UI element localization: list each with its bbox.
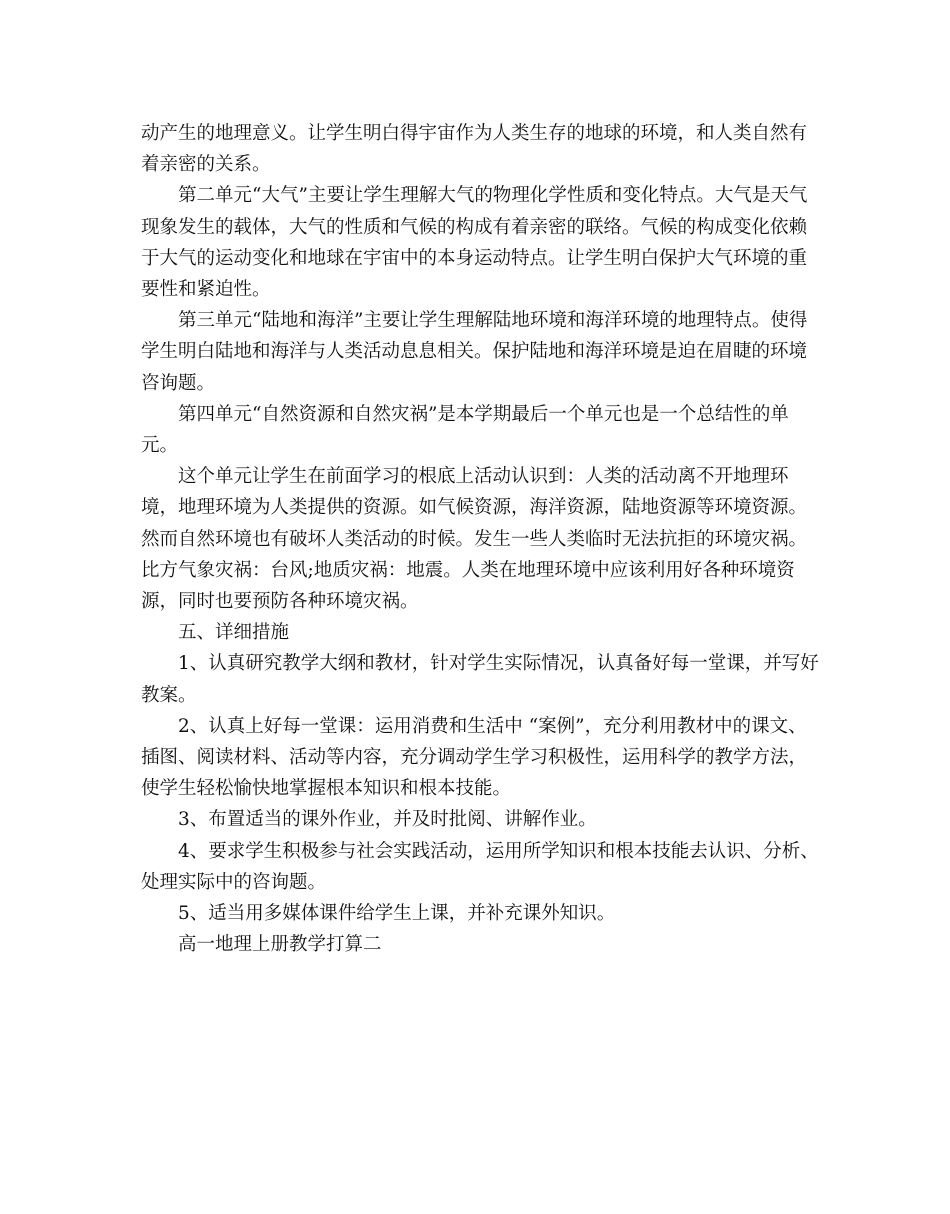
document-body <box>141 118 821 960</box>
measure-item-3: 3、布置适当的课外作业，并及时批阅、讲解作业。 <box>178 809 597 831</box>
paragraph-unit1-meaning: 动产生的地理意义。让学生明白得宇宙作为人类生存的地球的环境，和人类自然有着亲密的关系。 <box>141 123 808 176</box>
measure-item-5: 5、适当用多媒体课件给学生上课，并补充课外知识。 <box>178 903 616 925</box>
next-section-title: 高一地理上册教学打算二 <box>178 934 382 956</box>
section-heading-measures: 五、详细措施 <box>178 622 290 644</box>
paragraph-unit4-detail: 这个单元让学生在前面学习的根底上活动认识到：人类的活动离不开地理环境，地理环境为人类提供的资源。如气候资源，海洋资源，陆地资源等环境资源。然而自然环境也有破坏人类活动的时候。发生一些人类临时无法抗拒的环境灾祸。比方气象灾祸：台风;地质灾祸：地震。人类在地理环境中应该利用好各种环境资源，同时也要预防各种环境灾祸。 <box>141 466 808 613</box>
measure-item-1: 1、认真研究教学大纲和教材，针对学生实际情况，认真备好每一堂课，并写好教案。 <box>141 653 819 706</box>
paragraph-unit4-resources: 第四单元“自然资源和自然灾祸”是本学期最后一个单元也是一个总结性的单元。 <box>141 403 789 457</box>
measure-item-2: 2、认真上好每一堂课：运用消费和生活中 “案例”，充分利用教材中的课文、插图、阅读材料、活动等内容，充分调动学生学习积极性，运用科学的教学方法，使学生轻松愉快地掌握根本知识和根本技能。 <box>141 715 808 800</box>
paragraph-unit2-atmosphere: 第二单元“大气”主要让学生理解大气的物理化学性质和变化特点。大气是天气现象发生的载体，大气的性质和气候的构成有着亲密的联络。气候的构成变化依赖于大气的运动变化和地球在宇宙中的本身运动特点。让学生明白保护大气环境的重要性和紧迫性。 <box>141 185 808 301</box>
measure-item-4: 4、要求学生积极参与社会实践活动，运用所学知识和根本技能去认识、分析、处理实际中的咨询题。 <box>141 840 819 893</box>
paragraph-unit3-land-ocean: 第三单元“陆地和海洋”主要让学生理解陆地环境和海洋环境的地理特点。使得学生明白陆地和海洋与人类活动息息相关。保护陆地和海洋环境是迫在眉睫的环境咨询题。 <box>141 310 808 394</box>
